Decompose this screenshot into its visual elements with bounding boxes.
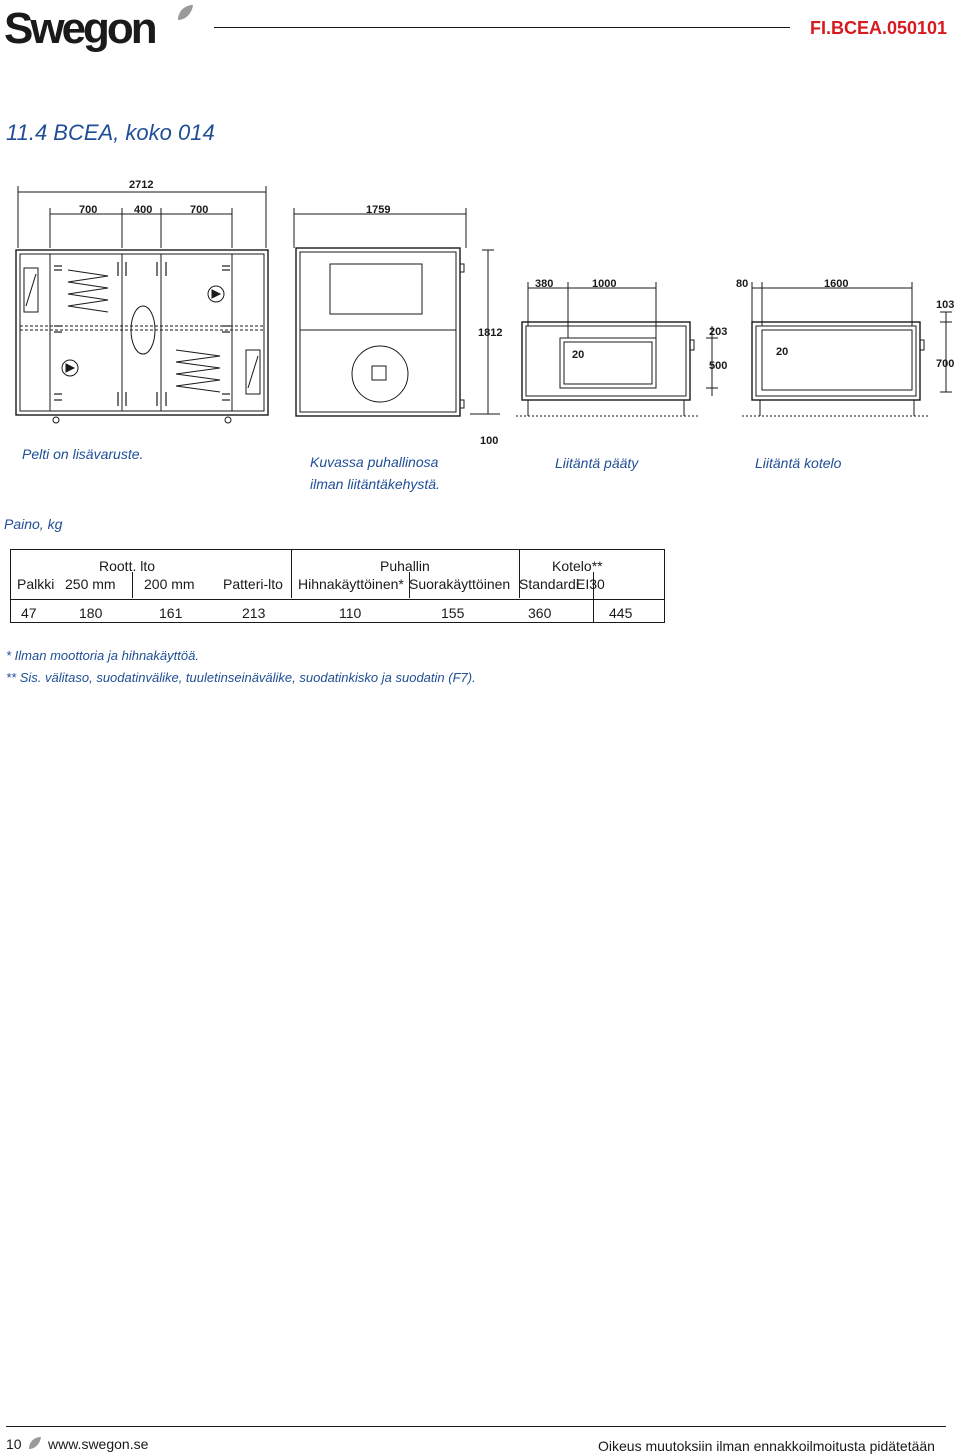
dim-depth: 1759 [366,204,391,216]
subheader-belt-driven: Hihnakäyttöinen* [298,576,404,592]
dim-total-width: 2712 [129,179,154,191]
caption-fan-line2: ilman liitäntäkehystä. [310,476,440,492]
subheader-direct-driven: Suorakäyttöinen [409,576,511,592]
subheader-beam: Palkki [17,576,55,592]
table-col-divider [132,572,133,598]
caption-casing-connection: Liitäntä kotelo [755,455,842,471]
cell-belt-driven: 110 [339,605,362,621]
subheader-standard: Standardi [519,576,579,592]
cell-250mm: 180 [79,605,103,621]
dim-case-700: 700 [936,358,955,370]
header-fan: Puhallin [380,558,430,574]
cell-beam: 47 [21,605,37,621]
cell-direct-driven: 155 [441,605,465,621]
section-title: 11.4 BCEA, koko 014 [6,120,215,145]
dim-base: 100 [480,435,499,447]
dim-end-20: 20 [572,349,585,361]
technical-drawing [0,170,960,447]
caption-damper: Pelti on lisävaruste. [22,446,144,462]
footnote-2: ** Sis. välitaso, suodatinvälike, tuuletinseinävälike, suodatinkisko ja suodatin (F7). [6,670,476,685]
cell-coil: 213 [242,605,266,621]
page-number: 10 [6,1436,22,1452]
subheader-coil: Patteri-lto [223,576,283,592]
dim-case-1600: 1600 [824,278,849,290]
subheader-200mm: 200 mm [144,576,195,592]
footnote-1: * Ilman moottoria ja hihnakäyttöä. [6,648,199,663]
subheader-ei30: EI30 [576,576,605,592]
dim-height: 1812 [478,327,503,339]
cell-standard: 360 [528,605,552,621]
leaf-icon [176,4,194,22]
dim-segment-a: 700 [79,204,98,216]
header-casing: Kotelo** [552,558,603,574]
dim-end-203: 203 [709,326,728,338]
cell-200mm: 161 [159,605,183,621]
dim-segment-c: 700 [190,204,209,216]
footer-rule [6,1426,946,1427]
weights-title: Paino, kg [4,516,63,532]
dim-end-1000: 1000 [592,278,617,290]
header-rule [214,27,790,28]
dim-end-500: 500 [709,360,728,372]
table-divider [11,599,664,600]
footer-url[interactable]: www.swegon.se [48,1436,149,1452]
dim-case-80: 80 [736,278,749,290]
table-col-divider [291,550,292,598]
footer-disclaimer: Oikeus muutoksiin ilman ennakkoilmoitusta pidätetään [598,1438,935,1454]
cell-ei30: 445 [609,605,633,621]
weights-table [10,549,665,623]
dim-segment-b: 400 [134,204,153,216]
dim-end-380: 380 [535,278,554,290]
dim-case-103: 103 [936,299,955,311]
subheader-250mm: 250 mm [65,576,116,592]
caption-fan-section [310,451,440,495]
dim-case-20: 20 [776,346,789,358]
header-rotor: Roott. lto [99,558,156,574]
document-code: FI.BCEA.050101 [810,18,948,38]
caption-fan-line1: Kuvassa puhallinosa [310,454,439,470]
leaf-icon [28,1436,42,1450]
caption-end-connection: Liitäntä pääty [555,455,639,471]
swegon-logo: Swegon [4,4,155,53]
